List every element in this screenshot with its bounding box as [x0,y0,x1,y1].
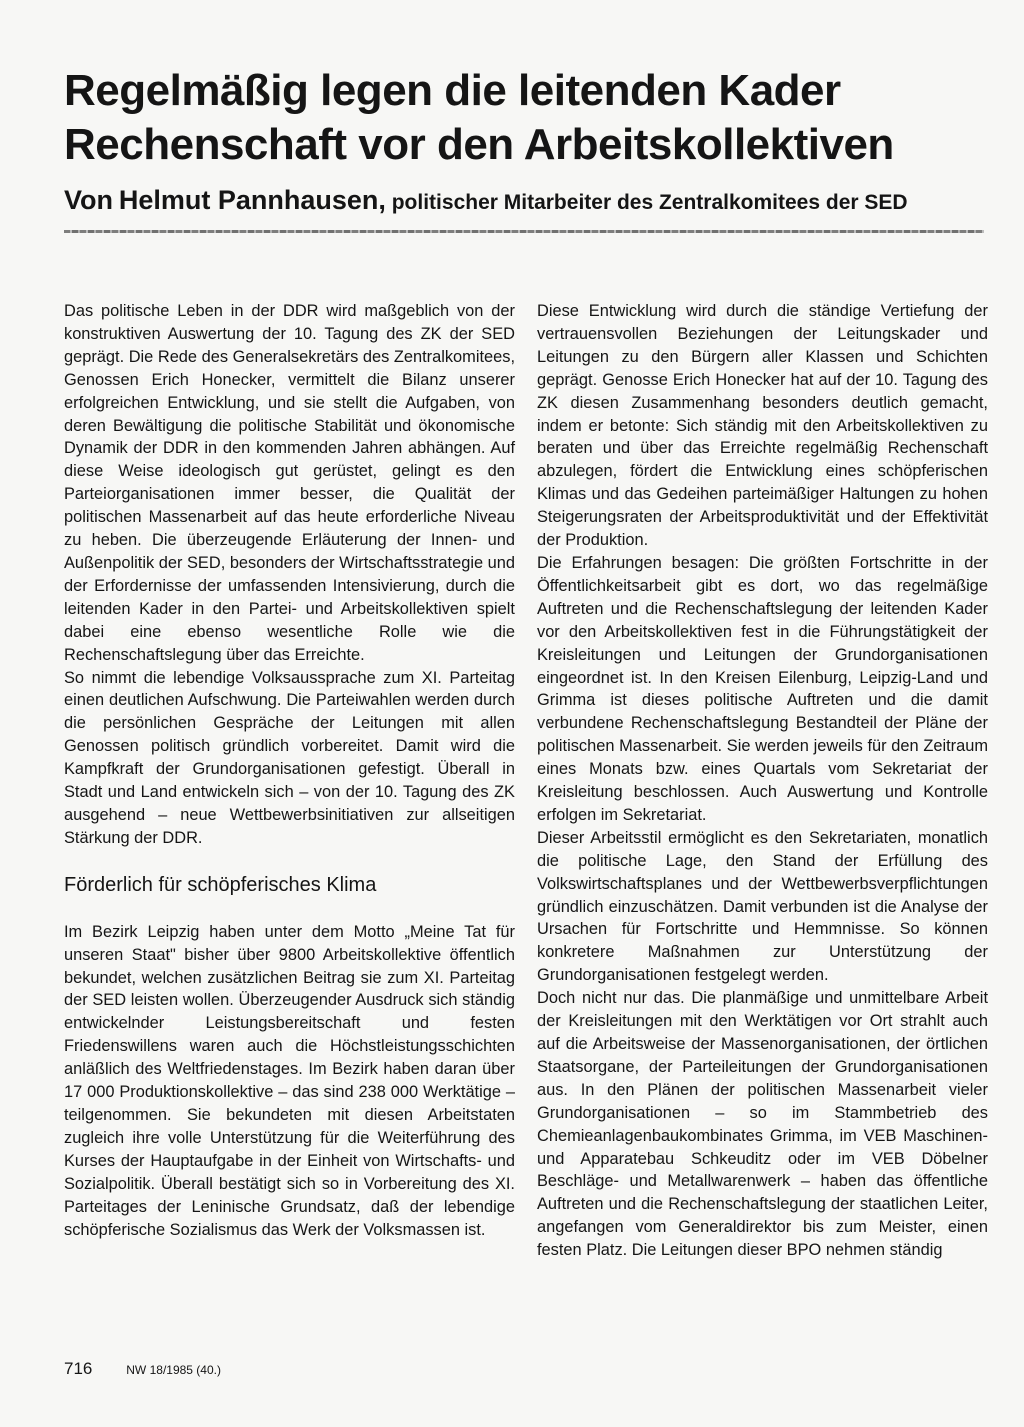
byline-prefix: Von [64,185,113,215]
byline [64,186,984,217]
section-subheading: Förderlich für schöpferisches Klima [64,873,377,896]
byline-divider [64,230,984,233]
article-title-line-1: Regelmäßig legen die leitenden Kader [64,66,841,115]
left-paragraph-2: So nimmt die lebendige Volksaussprache zum XI. Parteitag einen deutlichen Aufschwung. Die Parteiwahlen werden durch die persönlichen Gespräche der Leitungen mit allen Genossen politisch gründlich vorbereitet. Damit wird die Kampfkraft der Grundorganisationen gefestigt. Überall in Stadt und Land entwickeln sich – von der 10. Tagung des ZK ausgehend – neue Wettbewerbsinitiativen zur allseitigen Stärkung der DDR. [64,668,515,847]
right-paragraph-4: Doch nicht nur das. Die planmäßige und unmittelbare Arbeit der Kreisleitungen mit den Werktätigen vor Ort strahlt auch auf die Arbeitsweise der Massenorganisationen, der örtlichen Staatsorgane, der Parteileitungen der Grundorganisationen aus. In den Plänen der politischen Massenarbeit vieler Grundorganisationen – so im Stammbetrieb des Chemieanlagenbaukombinates Grimma, im VEB Maschinen- und Apparatebau Schkeuditz oder im VEB Döbelner Beschläge- und Metallwarenwerk – haben das öffentliche Auftreten und die Rechenschaftslegung der staatlichen Leiter, angefangen vom Generaldirektor bis zum Meister, einen festen Platz. Die Leitungen dieser BPO nehmen ständig [537,989,988,1260]
issue-reference: NW 18/1985 (40.) [126,1363,221,1377]
article-title [64,64,964,172]
author-role: politischer Mitarbeiter des Zentralkomitees der SED [391,191,908,214]
left-paragraph-3: Im Bezirk Leipzig haben unter dem Motto „Meine Tat für unseren Staat" bisher über 9800 Arbeitskollektive öffentlich bekundet, welchen zusätzlichen Beitrag sie zum XI. Parteitag der SED leisten wollen. Überzeugender Ausdruck sich ständig entwickelnder Leistungsbereitschaft und festen Friedenswillens waren auch die Höchstleistungsschichten anläßlich des Weltfriedenstages. Im Bezirk haben daran über 17 000 Produktionskollektive – das sind 238 000 Werktätige – teilgenommen. Sie bekundeten mit diesen Arbeitstaten zugleich ihre volle Unterstützung für die Weiterführung des Kurses der Hauptaufgabe in der Einheit von Wirtschafts- und Sozialpolitik. Überall bestätigt sich so in Vorbereitung des XI. Parteitages der Leninische Grundsatz, daß der lebendige schöpferische Sozialismus das Werk der Volksmassen ist. [64,922,515,1239]
page-footer [64,1359,464,1380]
page-number: 716 [64,1359,93,1378]
right-paragraph-3: Dieser Arbeitsstil ermöglicht es den Sekretariaten, monatlich die politische Lage, den Stand der Erfüllung des Volkswirtschaftsplanes und der Wettbewerbsverpflichtungen gründlich einzuschätzen. Damit verbunden ist die Analyse der Ursachen für Fortschritte und Hemmnisse. So können konkretere Maßnahmen zur Unterstützung der Grundorganisationen festgelegt werden. [537,828,988,985]
article-title-line-2: Rechenschaft vor den Arbeitskollektiven [64,120,894,169]
left-paragraph-1: Das politische Leben in der DDR wird maßgeblich von der konstruktiven Auswertung der 10. Tagung des ZK der SED geprägt. Die Rede des Generalsekretärs des Zentralkomitees, Genossen Erich Honecker, vermittelt die Bilanz unserer erfolgreichen Entwicklung, und sie stellt die Aufgaben, von deren Bewältigung die politische Stabilität und ökonomische Dynamik der DDR in den kommenden Jahren abhängen. Auf diese Weise ideologisch gut gerüstet, gelingt es den Parteiorganisationen immer besser, die Qualität der politischen Massenarbeit auf das heute erforderliche Niveau zu heben. Die überzeugende Erläuterung der Innen- und Außenpolitik der SED, besonders der Wirtschaftsstrategie und der Erfordernisse der umfassenden Intensivierung, durch die leitenden Kader in den Partei- und Arbeitskollektiven spielt dabei eine ebenso wesentliche Rolle wie die Rechenschaftslegung über das Erreichte. [64,302,515,664]
author-name: Helmut Pannhausen, [118,185,386,215]
right-paragraph-2: Die Erfahrungen besagen: Die größten Fortschritte in der Öffentlichkeitsarbeit gibt es dort, wo das regelmäßige Auftreten und die Rechenschaftslegung der leitenden Kader vor den Arbeitskollektiven fest in die Führungstätigkeit der Kreisleitungen und Leitungen der Grundorganisationen eingeordnet ist. In den Kreisen Eilenburg, Leipzig-Land und Grimma ist dieses politische Auftreten und die damit verbundene Rechenschaftslegung Bestandteil der Pläne der politischen Massenarbeit. Sie werden jeweils für den Zeitraum eines Monats bzw. eines Quartals vom Sekretariat der Kreisleitung beschlossen. Auch Auswertung und Kontrolle erfolgen im Sekretariat. [537,553,988,824]
left-column [64,300,515,1241]
right-column [537,300,988,1262]
right-paragraph-1: Diese Entwicklung wird durch die ständige Vertiefung der vertrauensvollen Beziehungen der Leitungskader und Leitungen zu den Bürgern aller Klassen und Schichten geprägt. Genosse Erich Honecker hat auf der 10. Tagung des ZK diesen Zusammenhang besonders deutlich gemacht, indem er betonte: Sich ständig mit den Arbeitskollektiven zu beraten und über das Erreichte regelmäßig Rechenschaft abzulegen, fördert die Entwicklung eines schöpferischen Klimas und das Gedeihen parteimäßiger Haltungen zu hohen Steigerungsraten der Arbeitsproduktivität und der Effektivität der Produktion. [537,302,988,550]
